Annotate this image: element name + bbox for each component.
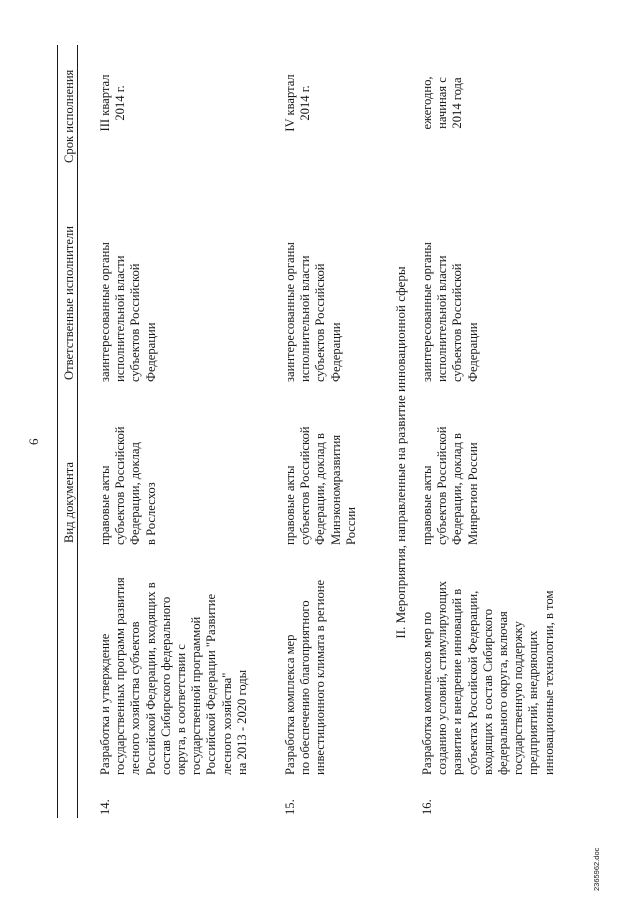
col-header-otv: Ответственные исполнители — [62, 225, 76, 380]
col-header-vid: Вид документа — [62, 461, 76, 543]
page-number: 6 — [26, 438, 41, 445]
col-header-srok: Срок исполнения — [62, 69, 76, 163]
row-term-text: ежегодно, начиная с 2014 года — [420, 76, 465, 130]
row-doc-text: правовые акты субъектов Российской Федерации, доклад в Минэкономразвития России — [283, 426, 358, 545]
row-number: 14. — [98, 799, 112, 815]
row-term-text: IV квартал 2014 г. — [283, 74, 313, 132]
file-name: 2365962.doc — [592, 847, 601, 891]
row-doc-text: правовые акты субъектов Российской Федерации, доклад в Рослесхоз — [98, 426, 158, 545]
header-top-rule — [57, 45, 58, 818]
row-number: 15. — [283, 799, 297, 815]
row-resp-text: заинтересованные органы исполнительной власти субъектов Российской Федерации — [283, 242, 343, 382]
header-bottom-rule — [77, 45, 78, 818]
row-name-text: Разработка и утверждение государственных программ развития лесного хозяйства субъектов Российской Федерации, входящих в состав Сибирского федерального округа, в соответствии с государственной программой Российской Федерации "Развитие лесного хозяйства" на 2013 - 2020 годы — [98, 577, 249, 775]
row-name-text: Разработка комплексов мер по созданию условий, стимулирующих развитие и внедрение инноваций в субъектах Российской Федерации, входящих в состав Сибирского федерального округа, включая государственную поддержку предприятий, внедряющих инновационные технологии, в том — [420, 581, 556, 775]
row-name-text: Разработка комплекса мер по обеспечению благоприятного инвестиционного климата в регионе — [283, 579, 328, 775]
row-resp-text: заинтересованные органы исполнительной власти субъектов Российской Федерации — [420, 242, 480, 382]
section-heading: II. Мероприятия, направленные на развитие инновационной сферы — [393, 266, 408, 639]
row-resp-text: заинтересованные органы исполнительной власти субъектов Российской Федерации — [98, 242, 158, 382]
row-number: 16. — [420, 799, 434, 815]
row-term-text: III квартал 2014 г. — [98, 74, 128, 132]
row-doc-text: правовые акты субъектов Российской Федерации, доклад в Минрегион России — [420, 426, 480, 545]
